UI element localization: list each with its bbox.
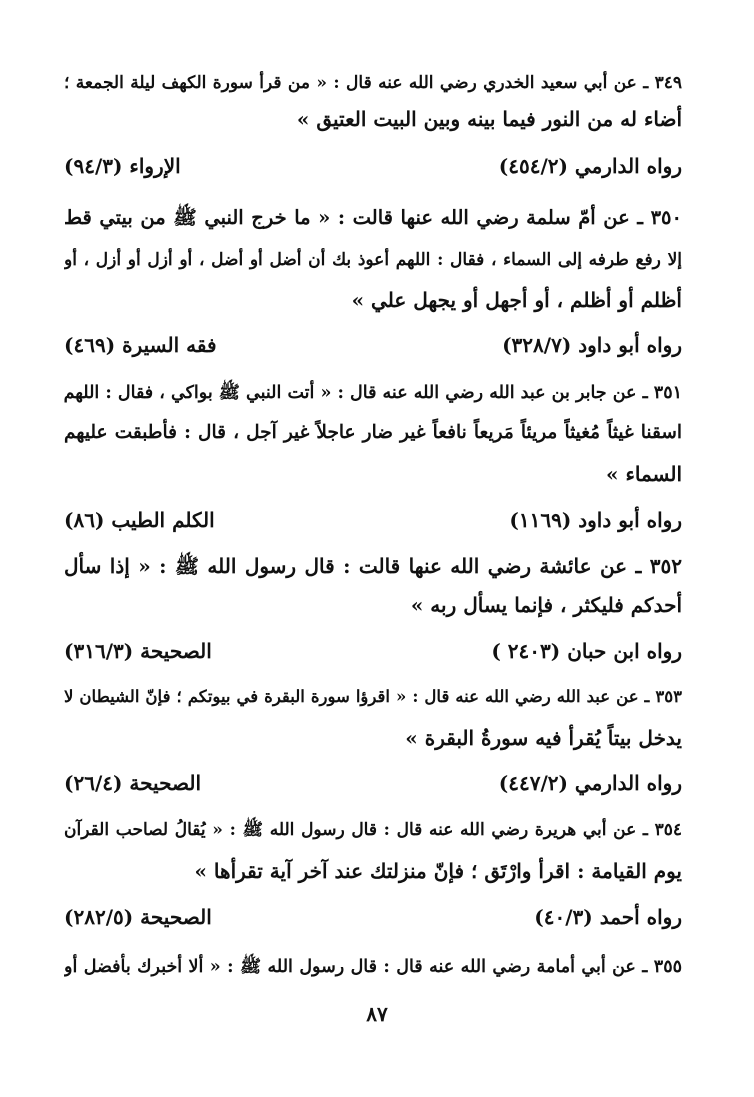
hadith-352-line-2: أحدكم فليكثر ، فإنما يسأل ربه » — [410, 593, 682, 617]
hadith-349-citation — [64, 151, 682, 181]
hadith-354-source: رواه أحمد (٤٠/٣) — [534, 905, 682, 929]
hadith-353-citation — [64, 768, 682, 798]
hadith-354-citation — [64, 902, 682, 932]
hadith-352-source: رواه ابن حبان (٢٤٠٣ ) — [491, 639, 682, 663]
hadith-351-source: رواه أبو داود (١١٦٩) — [509, 508, 682, 532]
hadith-354-reference: الصحيحة (٢٨٢/٥) — [64, 905, 212, 929]
hadith-354-line-1: ٣٥٤ ـ عن أبي هريرة رضي الله عنه قال : قال رسول الله ﷺ : « يُقالُ لصاحب القرآن — [64, 820, 682, 840]
hadith-352-citation — [64, 636, 682, 666]
hadith-351-line-1: ٣٥١ ـ عن جابر بن عبد الله رضي الله عنه قال : « أتت النبي ﷺ بواكي ، فقال : اللهم — [64, 383, 682, 403]
page-number: ٨٧ — [366, 1002, 388, 1026]
hadith-351-citation — [64, 505, 682, 535]
hadith-354-line-2: يوم القيامة : اقرأ وارْتَق ؛ فإنّ منزلتك عند آخر آية تقرأها » — [194, 859, 682, 883]
hadith-350-line-1: ٣٥٠ ـ عن أمّ سلمة رضي الله عنها قالت : « ما خرج النبي ﷺ من بيتي قط — [64, 206, 682, 229]
hadith-350-line-3: أظلم أو أظلم ، أو أجهل أو يجهل علي » — [351, 288, 682, 312]
hadith-349-line-2: أضاء له من النور فيما بينه وبين البيت العتيق » — [296, 107, 682, 131]
hadith-353-line-2: يدخل بيتاً يُقرأ فيه سورةُ البقرة » — [405, 726, 682, 750]
hadith-349-line-1: ٣٤٩ ـ عن أبي سعيد الخدري رضي الله عنه قال : « من قرأ سورة الكهف ليلة الجمعة ؛ — [64, 73, 682, 93]
hadith-352-line-1: ٣٥٢ ـ عن عائشة رضي الله عنها قالت : قال رسول الله ﷺ : « إذا سأل — [64, 554, 682, 578]
hadith-350-source: رواه أبو داود (٣٢٨/٧) — [502, 333, 682, 357]
hadith-349-reference: الإرواء (٩٤/٣) — [64, 154, 181, 178]
hadith-350-line-2: إلا رفع طرفه إلى السماء ، فقال : اللهم أعوذ بك أن أضل أو أضل ، أو أزل أو أزل ، أو — [64, 250, 682, 270]
hadith-351-reference: الكلم الطيب (٨٦) — [64, 508, 215, 532]
hadith-351-line-3: السماء » — [605, 462, 682, 486]
hadith-352-reference: الصحيحة (٣١٦/٣) — [64, 639, 212, 663]
hadith-353-line-1: ٣٥٣ ـ عن عبد الله رضي الله عنه قال : « اقرؤا سورة البقرة في بيوتكم ؛ فإنّ الشيطان لا — [64, 687, 682, 706]
hadith-355-line-1: ٣٥٥ ـ عن أبي أمامة رضي الله عنه قال : قال رسول الله ﷺ : « ألا أخبرك بأفضل أو — [64, 957, 682, 977]
hadith-350-reference: فقه السيرة (٤٦٩) — [64, 333, 217, 357]
hadith-353-source: رواه الدارمي (٤٤٧/٢) — [498, 771, 682, 795]
hadith-351-line-2: اسقنا غيثاً مُغيثاً مريئاً مَريعاً نافعاً غير ضار عاجلاً غير آجل ، قال : فأطبقت عليهم — [64, 422, 682, 443]
hadith-350-citation — [64, 330, 682, 360]
hadith-353-reference: الصحيحة (٢٦/٤) — [64, 771, 201, 795]
hadith-349-source: رواه الدارمي (٤٥٤/٢) — [498, 154, 682, 178]
